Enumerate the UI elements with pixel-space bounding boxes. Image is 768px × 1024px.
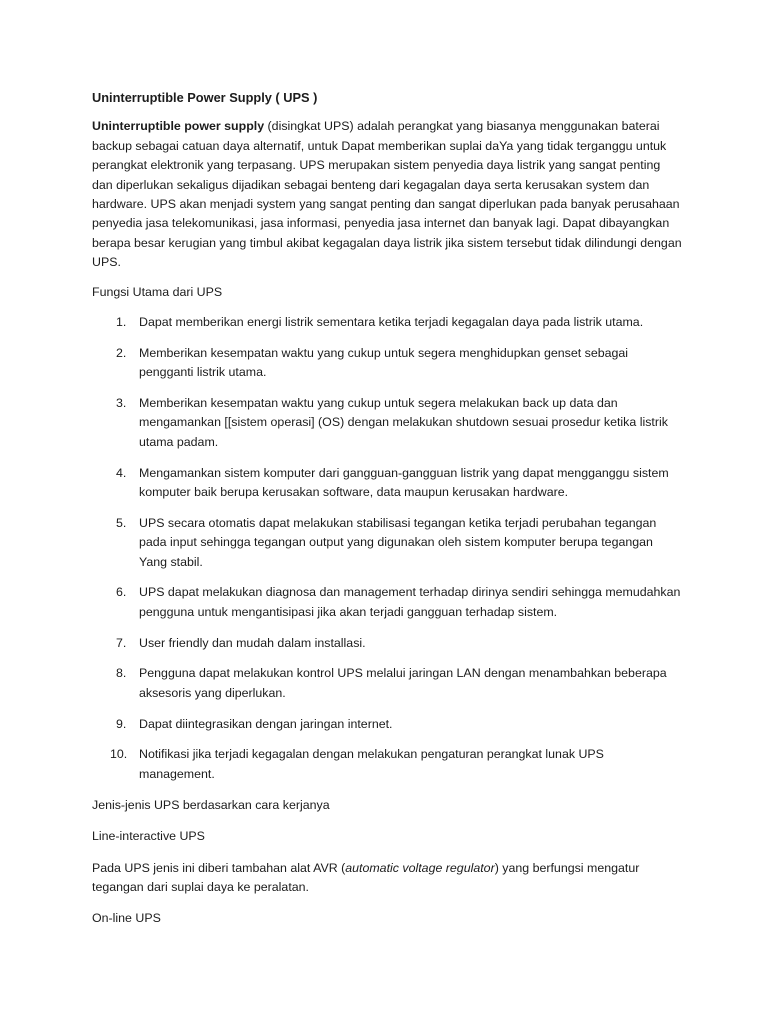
line-interactive-heading: Line-interactive UPS	[92, 829, 205, 844]
online-ups-heading: On-line UPS	[92, 911, 161, 926]
list-item-number: 2.	[116, 345, 127, 360]
intro-lead-term: Uninterruptible power supply	[92, 119, 265, 134]
functions-list	[92, 313, 682, 784]
list-item	[92, 394, 682, 452]
list-item	[92, 715, 682, 734]
list-item-text: UPS dapat melakukan diagnosa dan management terhadap dirinya sendiri sehingga memudahkan pengguna untuk mengantisipasi jika akan terjadi gangguan terhadap sistem.	[139, 585, 681, 619]
avr-term: automatic voltage regulator	[345, 860, 495, 875]
list-item	[92, 514, 682, 572]
document-title: Uninterruptible Power Supply ( UPS )	[92, 90, 318, 105]
list-item-number: 3.	[116, 396, 127, 411]
list-item-text: Dapat diintegrasikan dengan jaringan internet.	[139, 716, 393, 731]
types-heading: Jenis-jenis UPS berdasarkan cara kerjanya	[92, 797, 330, 812]
line-interactive-text-end: ) yang berfungsi mengatur tegangan dari suplai daya ke peralatan.	[92, 860, 640, 894]
list-item-text: UPS secara otomatis dapat melakukan stabilisasi tegangan ketika terjadi perubahan tegangan pada input sehingga tegangan output yang digunakan oleh sistem komputer berupa tegangan Yang stabil.	[139, 515, 657, 569]
list-item-text: Dapat memberikan energi listrik sementara ketika terjadi kegagalan daya pada listrik utama.	[139, 315, 644, 330]
list-item-number: 5.	[116, 515, 127, 530]
list-item-text: User friendly dan mudah dalam installasi.	[139, 635, 366, 650]
list-item-number: 6.	[116, 585, 127, 600]
functions-heading: Fungsi Utama dari UPS	[92, 284, 223, 299]
list-item-number: 9.	[116, 716, 127, 731]
document-page	[92, 88, 682, 941]
line-interactive-paragraph	[92, 859, 682, 898]
list-item	[92, 313, 682, 332]
list-item-number: 8.	[116, 666, 127, 681]
list-item-text: Notifikasi jika terjadi kegagalan dengan melakukan pengaturan perangkat lunak UPS management.	[139, 747, 604, 781]
list-item	[92, 745, 682, 784]
intro-paragraph	[92, 117, 682, 272]
list-item	[92, 664, 682, 703]
intro-text: (disingkat UPS) adalah perangkat yang biasanya menggunakan baterai backup sebagai catuan daya alternatif, untuk Dapat memberikan suplai daYa yang tidak terganggu untuk perangkat elektronik yang terpasang. UPS merupakan sistem penyedia daya listrik yang sangat penting dan diperlukan sekaligus dijadikan sebagai benteng dari kegagalan daya serta kerusakan system dan hardware. UPS akan menjadi system yang sangat penting dan sangat diperlukan pada banyak perusahaan penyedia jasa telekomunikasi, jasa informasi, penyedia jasa internet dan banyak lagi. Dapat dibayangkan berapa besar kerugian yang timbul akibat kegagalan daya listrik jika sistem tersebut tidak dilindungi dengan UPS.	[92, 119, 682, 270]
list-item-number: 7.	[116, 635, 127, 650]
list-item-number: 10.	[110, 747, 128, 762]
line-interactive-text-start: Pada UPS jenis ini diberi tambahan alat AVR (	[92, 860, 346, 875]
list-item	[92, 344, 682, 383]
list-item-number: 1.	[116, 315, 127, 330]
list-item	[92, 634, 682, 653]
list-item-text: Pengguna dapat melakukan kontrol UPS melalui jaringan LAN dengan menambahkan beberapa aksesoris yang diperlukan.	[139, 666, 667, 700]
list-item-text: Memberikan kesempatan waktu yang cukup untuk segera menghidupkan genset sebagai pengganti listrik utama.	[139, 345, 629, 380]
list-item	[92, 583, 682, 622]
list-item	[92, 464, 682, 503]
list-item-number: 4.	[116, 465, 127, 480]
list-item-text: Mengamankan sistem komputer dari gangguan-gangguan listrik yang dapat mengganggu sistem komputer baik berupa kerusakan software, data maupun kerusakan hardware.	[139, 465, 669, 500]
list-item-text: Memberikan kesempatan waktu yang cukup untuk segera melakukan back up data dan mengamankan [[sistem operasi] (OS) dengan melakukan shutdown sesuai prosedur ketika listrik utama padam.	[139, 396, 668, 449]
